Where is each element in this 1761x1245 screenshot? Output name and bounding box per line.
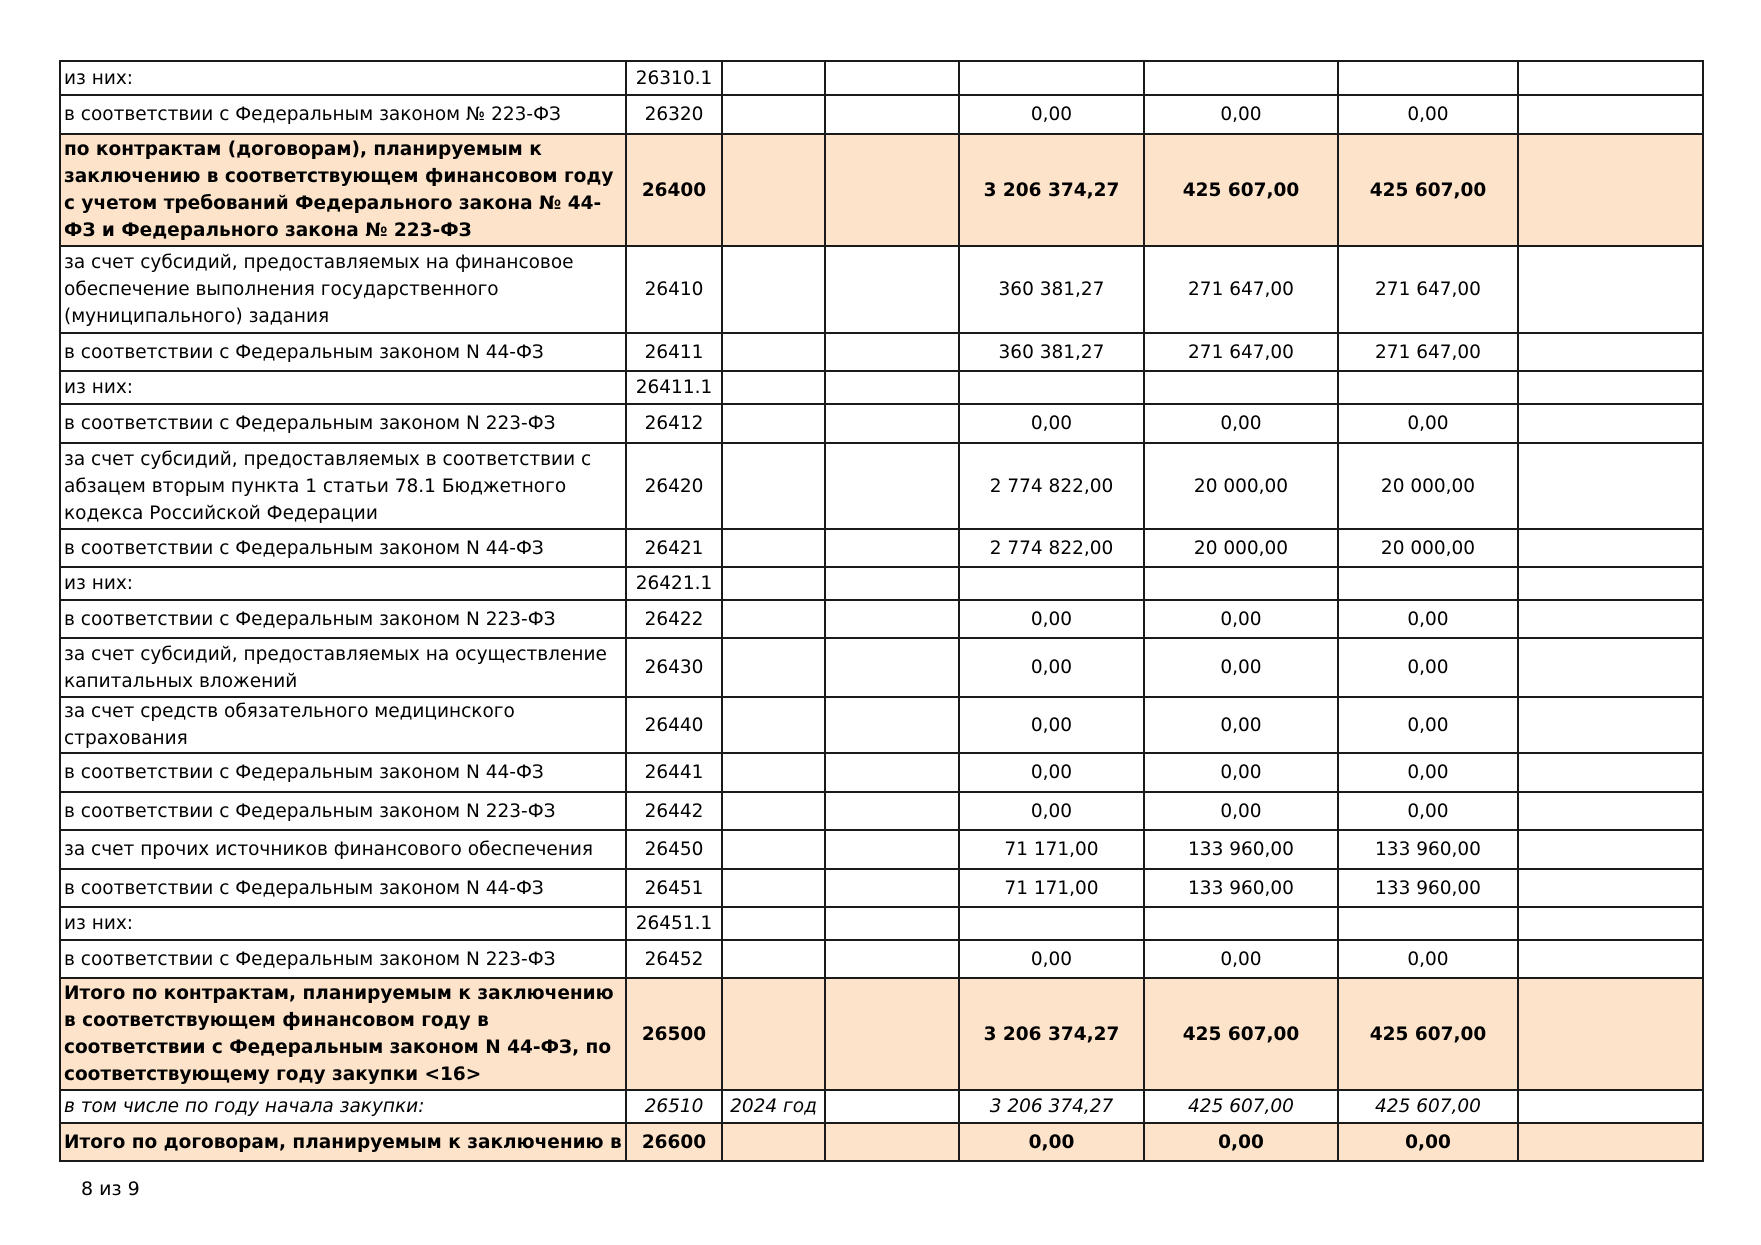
row-name-cell: за счет субсидий, предоставляемых на осуществление капитальных вложений (60, 638, 626, 697)
row-col5-cell (959, 61, 1144, 95)
row-name-cell: в соответствии с Федеральным законом N 223-ФЗ (60, 600, 626, 638)
row-code-cell: 26422 (626, 600, 722, 638)
row-code-cell: 26400 (626, 134, 722, 246)
document-page (59, 60, 1702, 1162)
row-code-cell: 26451.1 (626, 907, 722, 940)
row-code-cell: 26320 (626, 95, 722, 134)
row-code-cell: 26500 (626, 978, 722, 1090)
row-col8-cell (1518, 869, 1703, 907)
table-row (60, 600, 1703, 638)
row-year-cell (722, 697, 825, 753)
table-body (60, 61, 1703, 1161)
row-name-cell: в соответствии с Федеральным законом N 223-ФЗ (60, 940, 626, 978)
row-col8-cell (1518, 753, 1703, 792)
table-row (60, 753, 1703, 792)
row-col8-cell (1518, 1123, 1703, 1161)
row-name-cell: в соответствии с Федеральным законом N 223-ФЗ (60, 404, 626, 443)
table-row (60, 1123, 1703, 1161)
row-col6-cell: 0,00 (1144, 1123, 1338, 1161)
row-code-cell: 26421 (626, 529, 722, 567)
row-col8-cell (1518, 792, 1703, 830)
row-col5-cell: 0,00 (959, 697, 1144, 753)
table-row (60, 697, 1703, 753)
row-col4-cell (825, 567, 959, 600)
row-col8-cell (1518, 638, 1703, 697)
row-col6-cell: 133 960,00 (1144, 869, 1338, 907)
row-col5-cell (959, 567, 1144, 600)
row-col8-cell (1518, 1090, 1703, 1123)
row-col6-cell: 425 607,00 (1144, 978, 1338, 1090)
table-row (60, 529, 1703, 567)
row-name-cell: из них: (60, 907, 626, 940)
row-col7-cell: 271 647,00 (1338, 333, 1518, 371)
plan-table (59, 60, 1704, 1162)
row-code-cell: 26600 (626, 1123, 722, 1161)
row-year-cell (722, 1123, 825, 1161)
row-year-cell: 2024 год (722, 1090, 825, 1123)
table-row (60, 907, 1703, 940)
row-col6-cell: 0,00 (1144, 753, 1338, 792)
table-row (60, 869, 1703, 907)
row-name-cell: в соответствии с Федеральным законом N 44-ФЗ (60, 869, 626, 907)
row-col7-cell: 0,00 (1338, 404, 1518, 443)
row-code-cell: 26412 (626, 404, 722, 443)
row-col5-cell: 2 774 822,00 (959, 443, 1144, 529)
row-col7-cell: 133 960,00 (1338, 830, 1518, 869)
row-col7-cell: 0,00 (1338, 1123, 1518, 1161)
row-col7-cell: 20 000,00 (1338, 443, 1518, 529)
table-row (60, 371, 1703, 404)
row-year-cell (722, 638, 825, 697)
row-col4-cell (825, 529, 959, 567)
row-col5-cell: 3 206 374,27 (959, 978, 1144, 1090)
row-col4-cell (825, 940, 959, 978)
row-code-cell: 26421.1 (626, 567, 722, 600)
row-col6-cell: 0,00 (1144, 792, 1338, 830)
table-row (60, 978, 1703, 1090)
row-col5-cell: 3 206 374,27 (959, 134, 1144, 246)
table-row (60, 1090, 1703, 1123)
row-col5-cell: 71 171,00 (959, 830, 1144, 869)
row-col8-cell (1518, 940, 1703, 978)
row-col8-cell (1518, 907, 1703, 940)
row-col6-cell: 0,00 (1144, 697, 1338, 753)
row-col5-cell: 0,00 (959, 940, 1144, 978)
row-col7-cell: 0,00 (1338, 600, 1518, 638)
row-col5-cell: 0,00 (959, 792, 1144, 830)
row-code-cell: 26510 (626, 1090, 722, 1123)
row-year-cell (722, 404, 825, 443)
row-year-cell (722, 600, 825, 638)
row-col4-cell (825, 638, 959, 697)
row-col4-cell (825, 869, 959, 907)
row-col6-cell: 133 960,00 (1144, 830, 1338, 869)
row-col6-cell (1144, 61, 1338, 95)
row-col6-cell: 271 647,00 (1144, 246, 1338, 333)
row-col6-cell: 0,00 (1144, 940, 1338, 978)
row-col4-cell (825, 443, 959, 529)
row-col4-cell (825, 1123, 959, 1161)
row-col7-cell (1338, 371, 1518, 404)
row-col4-cell (825, 830, 959, 869)
row-col8-cell (1518, 404, 1703, 443)
row-col6-cell: 425 607,00 (1144, 1090, 1338, 1123)
row-col7-cell: 20 000,00 (1338, 529, 1518, 567)
row-col7-cell: 0,00 (1338, 753, 1518, 792)
row-col5-cell: 0,00 (959, 95, 1144, 134)
row-year-cell (722, 529, 825, 567)
row-year-cell (722, 246, 825, 333)
row-col8-cell (1518, 978, 1703, 1090)
table-row (60, 333, 1703, 371)
table-row (60, 638, 1703, 697)
row-col5-cell: 0,00 (959, 753, 1144, 792)
row-col8-cell (1518, 529, 1703, 567)
row-col5-cell: 360 381,27 (959, 333, 1144, 371)
row-col4-cell (825, 753, 959, 792)
row-code-cell: 26430 (626, 638, 722, 697)
row-year-cell (722, 95, 825, 134)
row-year-cell (722, 61, 825, 95)
row-name-cell: за счет прочих источников финансового обеспечения (60, 830, 626, 869)
row-code-cell: 26450 (626, 830, 722, 869)
row-col4-cell (825, 404, 959, 443)
row-year-cell (722, 371, 825, 404)
row-col5-cell: 3 206 374,27 (959, 1090, 1144, 1123)
row-code-cell: 26441 (626, 753, 722, 792)
row-name-cell: Итого по договорам, планируемым к заключению в (60, 1123, 626, 1161)
row-col7-cell: 425 607,00 (1338, 1090, 1518, 1123)
row-name-cell: из них: (60, 567, 626, 600)
row-year-cell (722, 753, 825, 792)
row-col4-cell (825, 134, 959, 246)
row-year-cell (722, 567, 825, 600)
table-row (60, 443, 1703, 529)
row-col5-cell: 2 774 822,00 (959, 529, 1144, 567)
row-col7-cell (1338, 61, 1518, 95)
row-col7-cell: 133 960,00 (1338, 869, 1518, 907)
row-col5-cell: 0,00 (959, 404, 1144, 443)
row-col8-cell (1518, 371, 1703, 404)
row-col5-cell (959, 907, 1144, 940)
row-col6-cell (1144, 567, 1338, 600)
row-col6-cell: 0,00 (1144, 95, 1338, 134)
row-col5-cell: 71 171,00 (959, 869, 1144, 907)
table-row (60, 246, 1703, 333)
row-col4-cell (825, 333, 959, 371)
row-code-cell: 26420 (626, 443, 722, 529)
row-col4-cell (825, 978, 959, 1090)
row-name-cell: за счет субсидий, предоставляемых на финансовое обеспечение выполнения государственного (муниципального) задания (60, 246, 626, 333)
table-row (60, 404, 1703, 443)
row-col7-cell (1338, 567, 1518, 600)
row-code-cell: 26410 (626, 246, 722, 333)
row-year-cell (722, 333, 825, 371)
row-name-cell: в соответствии с Федеральным законом N 223-ФЗ (60, 792, 626, 830)
row-year-cell (722, 978, 825, 1090)
row-name-cell: Итого по контрактам, планируемым к заключению в соответствующем финансовом году в соответствии с Федеральным законом N 44-ФЗ, по соответствующему году закупки <16> (60, 978, 626, 1090)
row-col7-cell: 0,00 (1338, 940, 1518, 978)
table-row (60, 830, 1703, 869)
row-col7-cell: 271 647,00 (1338, 246, 1518, 333)
row-col4-cell (825, 792, 959, 830)
row-col6-cell (1144, 907, 1338, 940)
row-col6-cell: 0,00 (1144, 638, 1338, 697)
row-name-cell: по контрактам (договорам), планируемым к заключению в соответствующем финансовом году с учетом требований Федерального закона № 44-ФЗ и Федерального закона № 223-ФЗ (60, 134, 626, 246)
row-col4-cell (825, 246, 959, 333)
table-row (60, 61, 1703, 95)
row-name-cell: в соответствии с Федеральным законом N 44-ФЗ (60, 333, 626, 371)
row-year-cell (722, 443, 825, 529)
row-name-cell: из них: (60, 61, 626, 95)
row-year-cell (722, 869, 825, 907)
row-col4-cell (825, 697, 959, 753)
row-col6-cell: 271 647,00 (1144, 333, 1338, 371)
row-year-cell (722, 792, 825, 830)
row-col7-cell: 425 607,00 (1338, 134, 1518, 246)
page-number: 8 из 9 (81, 1178, 140, 1200)
row-name-cell: в соответствии с Федеральным законом N 44-ФЗ (60, 753, 626, 792)
row-year-cell (722, 134, 825, 246)
row-col4-cell (825, 600, 959, 638)
row-code-cell: 26442 (626, 792, 722, 830)
row-col5-cell: 360 381,27 (959, 246, 1144, 333)
row-col5-cell: 0,00 (959, 1123, 1144, 1161)
table-row (60, 567, 1703, 600)
row-year-cell (722, 830, 825, 869)
row-col6-cell: 20 000,00 (1144, 443, 1338, 529)
row-col8-cell (1518, 600, 1703, 638)
row-col8-cell (1518, 697, 1703, 753)
row-col7-cell: 0,00 (1338, 697, 1518, 753)
row-name-cell: в соответствии с Федеральным законом № 223-ФЗ (60, 95, 626, 134)
row-col4-cell (825, 1090, 959, 1123)
row-code-cell: 26452 (626, 940, 722, 978)
row-col4-cell (825, 95, 959, 134)
row-name-cell: в том числе по году начала закупки: (60, 1090, 626, 1123)
row-name-cell: из них: (60, 371, 626, 404)
row-col8-cell (1518, 443, 1703, 529)
row-col7-cell: 0,00 (1338, 95, 1518, 134)
row-year-cell (722, 907, 825, 940)
row-name-cell: в соответствии с Федеральным законом N 44-ФЗ (60, 529, 626, 567)
row-code-cell: 26310.1 (626, 61, 722, 95)
row-col6-cell: 0,00 (1144, 404, 1338, 443)
row-code-cell: 26411.1 (626, 371, 722, 404)
table-row (60, 95, 1703, 134)
row-year-cell (722, 940, 825, 978)
row-col8-cell (1518, 61, 1703, 95)
row-col8-cell (1518, 246, 1703, 333)
row-col4-cell (825, 61, 959, 95)
table-row (60, 940, 1703, 978)
row-code-cell: 26451 (626, 869, 722, 907)
row-name-cell: за счет средств обязательного медицинского страхования (60, 697, 626, 753)
row-col7-cell: 0,00 (1338, 792, 1518, 830)
row-col8-cell (1518, 333, 1703, 371)
row-col6-cell: 0,00 (1144, 600, 1338, 638)
row-col6-cell: 425 607,00 (1144, 134, 1338, 246)
row-col5-cell (959, 371, 1144, 404)
row-col8-cell (1518, 134, 1703, 246)
row-col4-cell (825, 907, 959, 940)
row-col8-cell (1518, 830, 1703, 869)
row-name-cell: за счет субсидий, предоставляемых в соответствии с абзацем вторым пункта 1 статьи 78.1 Бюджетного кодекса Российской Федерации (60, 443, 626, 529)
row-code-cell: 26411 (626, 333, 722, 371)
row-col4-cell (825, 371, 959, 404)
row-col6-cell (1144, 371, 1338, 404)
table-row (60, 792, 1703, 830)
row-col8-cell (1518, 95, 1703, 134)
row-col7-cell: 0,00 (1338, 638, 1518, 697)
row-col7-cell (1338, 907, 1518, 940)
row-code-cell: 26440 (626, 697, 722, 753)
row-col5-cell: 0,00 (959, 600, 1144, 638)
table-row (60, 134, 1703, 246)
row-col8-cell (1518, 567, 1703, 600)
row-col5-cell: 0,00 (959, 638, 1144, 697)
row-col7-cell: 425 607,00 (1338, 978, 1518, 1090)
row-col6-cell: 20 000,00 (1144, 529, 1338, 567)
